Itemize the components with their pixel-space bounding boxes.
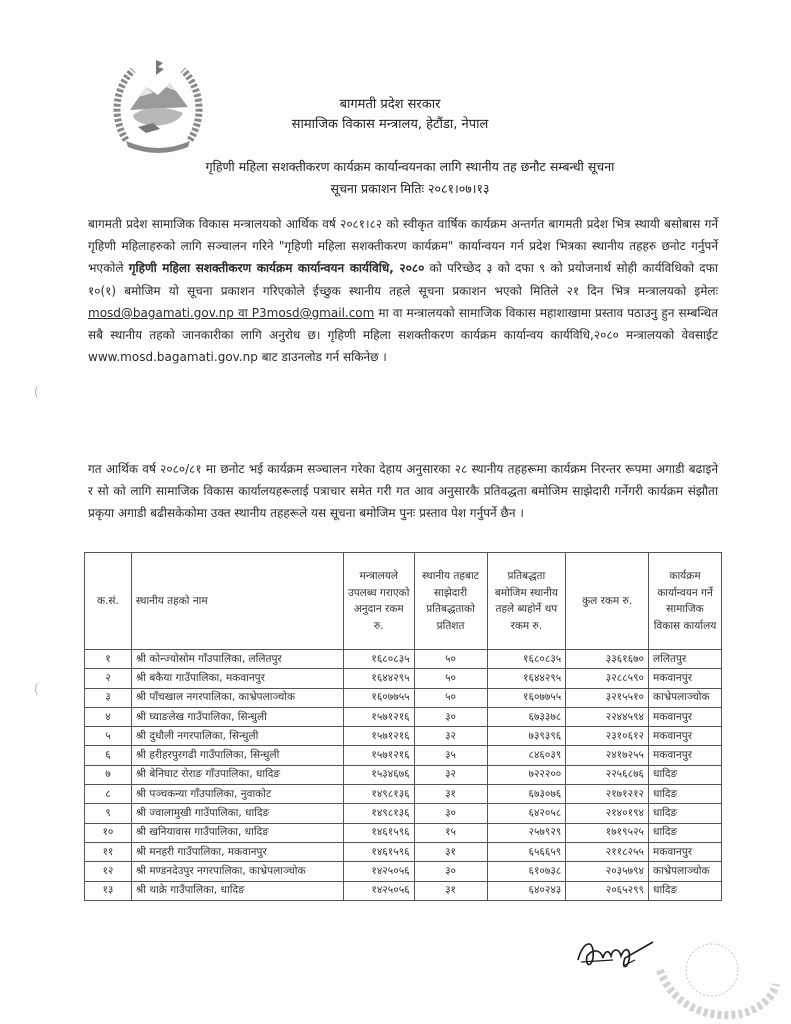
table-row bbox=[85, 746, 722, 765]
col-header-additional-amount: प्रतिबद्धता बमोजिम स्थानीय तहले ब्यहोर्ने थप रकम रु. bbox=[487, 553, 566, 650]
total-amount-cell: २४१७२५५ bbox=[566, 746, 649, 765]
table-row bbox=[85, 688, 722, 707]
serial-cell: ७ bbox=[85, 765, 132, 784]
grant-amount-cell: १५७१२१६ bbox=[343, 707, 414, 726]
paragraph-text: बाट डाउनलोड गर्न सकिनेछ । bbox=[257, 350, 387, 365]
additional-amount-cell: ७२२२०० bbox=[487, 765, 566, 784]
grant-amount-cell: १४९८१३६ bbox=[343, 785, 414, 804]
notice-paragraph-1 bbox=[88, 213, 718, 368]
paragraph-text: बागमती प्रदेश सामाजिक विकास मन्त्रालयको आर्थिक वर्ष २०८१।८२ को स्वीकृत वार्षिक कार्यक्रम अन्तर्गत बागमती प्रदेश भित्र स्थायी बसोबास गर्ने गृहिणी महिलाहरुको लागि सञ्चालन गरिने "गृहिणी महिला सशक्तीकरण कार्यक्रम" कार्यान्वयन गर्न प्रदेश भित्रका स्थानीय तहहरु छनोट गर्नुपर्ने भएकोले bbox=[88, 217, 718, 276]
share-percent-cell: १५ bbox=[414, 823, 487, 842]
serial-cell: १२ bbox=[85, 862, 132, 881]
total-amount-cell: २११८२५५ bbox=[566, 842, 649, 861]
website-link[interactable]: www.mosd.bagamati.gov.np bbox=[88, 350, 258, 365]
additional-amount-cell: १६०७७५५ bbox=[487, 688, 566, 707]
grant-amount-cell: १४६१५९६ bbox=[343, 823, 414, 842]
additional-amount-cell: ७३९३९६ bbox=[487, 727, 566, 746]
col-header-local-level-name: स्थानीय तहको नाम bbox=[131, 553, 343, 650]
local-level-name-cell: श्री थाक्रे गाउँपालिका, धादिङ bbox=[131, 881, 343, 900]
share-percent-cell: ३५ bbox=[414, 746, 487, 765]
table-row bbox=[85, 881, 722, 900]
share-percent-cell: ३१ bbox=[414, 842, 487, 861]
share-percent-cell: ५० bbox=[414, 688, 487, 707]
grant-amount-cell: १४२५०५६ bbox=[343, 881, 414, 900]
local-level-name-cell: श्री घ्याङलेख गाउँपालिका, सिन्धुली bbox=[131, 707, 343, 726]
additional-amount-cell: २५७९२९ bbox=[487, 823, 566, 842]
implementing-office-cell: काभ्रेपलाञ्चोक bbox=[649, 862, 722, 881]
local-level-name-cell: श्री बकैया गाउँपालिका, मकवानपुर bbox=[131, 669, 343, 688]
share-percent-cell: ३२ bbox=[414, 727, 487, 746]
share-percent-cell: ५० bbox=[414, 650, 487, 669]
serial-cell: ९ bbox=[85, 804, 132, 823]
additional-amount-cell: ६७३०७६ bbox=[487, 785, 566, 804]
email-separator: वा bbox=[233, 305, 252, 320]
paragraph-text: मा वा मन्त्रालयको सामाजिक विकास महाशाखामा प्रस्ताव पठाउनु हुन सम्बन्धित सबै स्थानीय तहको जानकारीका लागि अनुरोध छ। गृहिणी महिला सशक्तीकरण कार्यक्रम कार्यान्वय कार्यविधि,२०८० मन्त्रालयको वेवसाईट bbox=[88, 305, 718, 343]
additional-amount-cell: ६४०२४३ bbox=[487, 881, 566, 900]
local-level-name-cell: श्री पाँचखाल नगरपालिका, काभ्रेपलाञ्चोक bbox=[131, 688, 343, 707]
implementing-office-cell: मकवानपुर bbox=[649, 669, 722, 688]
total-amount-cell: २१७१२१२ bbox=[566, 785, 649, 804]
publish-date-label: सूचना प्रकाशन मितिः bbox=[330, 181, 425, 196]
implementing-office-cell: धादिङ bbox=[649, 785, 722, 804]
scan-punch-mark bbox=[35, 385, 46, 399]
paragraph-bold-text: गृहिणी महिला सशक्तीकरण कार्यक्रम कार्यान्वयन कार्यविधि, २०८० bbox=[128, 261, 425, 276]
local-level-name-cell: श्री मण्डनदेउपुर नगरपालिका, काभ्रेपलाञ्चोक bbox=[131, 862, 343, 881]
total-amount-cell: २२५६८७६ bbox=[566, 765, 649, 784]
table-row bbox=[85, 804, 722, 823]
serial-cell: ४ bbox=[85, 707, 132, 726]
col-header-share-percent: स्थानीय तहबाट साझेदारी प्रतिबद्धताको प्रतिशत bbox=[414, 553, 487, 650]
office-seal-stamp bbox=[650, 930, 780, 1024]
publish-date-line bbox=[90, 180, 730, 197]
serial-cell: ५ bbox=[85, 727, 132, 746]
serial-cell: ६ bbox=[85, 746, 132, 765]
notice-paragraph-2: गत आर्थिक वर्ष २०८०/८१ मा छनोट भई कार्यक्रम सञ्चालन गरेका देहाय अनुसारका २८ स्थानीय तहहरूमा कार्यक्रम निरन्तर रूपमा अगाडी बढाइने र सो को लागि सामाजिक विकास कार्यालयहरूलाई पत्राचार समेत गरी गत आव अनुसारकै प्रतिवद्धता बमोजिम साझेदारी गर्नेगरी कार्यक्रम संझौता प्रकृया अगाडी बढीसकेकोमा उक्त स्थानीय तहहरूले यस सूचना बमोजिम पुनः प्रस्ताव पेश गर्नुपर्ने छैन । bbox=[88, 462, 718, 521]
share-percent-cell: ३१ bbox=[414, 881, 487, 900]
share-percent-cell: ५० bbox=[414, 669, 487, 688]
implementing-office-cell: ललितपुर bbox=[649, 650, 722, 669]
implementing-office-cell: मकवानपुर bbox=[649, 707, 722, 726]
total-amount-cell: २३१०६१२ bbox=[566, 727, 649, 746]
serial-cell: २ bbox=[85, 669, 132, 688]
table-row bbox=[85, 669, 722, 688]
additional-amount-cell: ८४६०३९ bbox=[487, 746, 566, 765]
serial-cell: ८ bbox=[85, 785, 132, 804]
notice-title: गृहिणी महिला सशक्तीकरण कार्यक्रम कार्यान्वयनका लागि स्थानीय तह छनौट सम्बन्धी सूचना bbox=[205, 159, 615, 174]
col-header-implementing-office: कार्यक्रम कार्यान्वयन गर्ने सामाजिक विकास कार्यालय bbox=[649, 553, 722, 650]
table-row bbox=[85, 765, 722, 784]
local-level-name-cell: श्री हरीहरपुरगढी गाउँपालिका, सिन्धुली bbox=[131, 746, 343, 765]
share-percent-cell: ३० bbox=[414, 707, 487, 726]
email-link-primary[interactable]: mosd@bagamati.gov.np bbox=[88, 305, 234, 320]
implementing-office-cell: मकवानपुर bbox=[649, 842, 722, 861]
local-level-name-cell: श्री बेनिघाट रोराङ गाँउपालिका, धादिङ bbox=[131, 765, 343, 784]
serial-cell: ११ bbox=[85, 842, 132, 861]
publish-date-value: २०८१।०७।१३ bbox=[428, 181, 490, 196]
serial-cell: १३ bbox=[85, 881, 132, 900]
local-level-name-cell: श्री पञ्चकन्या गाँउपालिका, नुवाकोट bbox=[131, 785, 343, 804]
government-name: बागमती प्रदेश सरकार bbox=[339, 97, 441, 112]
total-amount-cell: ३२८८५९० bbox=[566, 669, 649, 688]
serial-cell: १० bbox=[85, 823, 132, 842]
implementing-office-cell: धादिङ bbox=[649, 804, 722, 823]
col-header-grant-amount: मन्त्रालयले उपलब्ध गराएको अनुदान रकम रु. bbox=[343, 553, 414, 650]
scan-punch-mark bbox=[35, 682, 46, 696]
implementing-office-cell: मकवानपुर bbox=[649, 727, 722, 746]
table-row bbox=[85, 727, 722, 746]
implementing-office-cell: धादिङ bbox=[649, 765, 722, 784]
share-percent-cell: ३१ bbox=[414, 785, 487, 804]
implementing-office-cell: मकवानपुर bbox=[649, 746, 722, 765]
total-amount-cell: २२४४५९४ bbox=[566, 707, 649, 726]
grant-amount-cell: १५३४६७६ bbox=[343, 765, 414, 784]
additional-amount-cell: ६१०७३८ bbox=[487, 862, 566, 881]
grant-amount-cell: १६८०८३५ bbox=[343, 650, 414, 669]
grant-amount-cell: १६४४२९५ bbox=[343, 669, 414, 688]
serial-cell: ३ bbox=[85, 688, 132, 707]
total-amount-cell: २१४०१९४ bbox=[566, 804, 649, 823]
grant-amount-cell: १४९८१३६ bbox=[343, 804, 414, 823]
local-level-name-cell: श्री मनहरी गाउँपालिका, मकवानपुर bbox=[131, 842, 343, 861]
share-percent-cell: ३० bbox=[414, 804, 487, 823]
additional-amount-cell: ६४२०५८ bbox=[487, 804, 566, 823]
table-row bbox=[85, 842, 722, 861]
col-header-total-amount: कुल रकम रु. bbox=[566, 553, 649, 650]
serial-cell: १ bbox=[85, 650, 132, 669]
grant-amount-cell: १४२५०५६ bbox=[343, 862, 414, 881]
table-row bbox=[85, 823, 722, 842]
paragraph-text: को परिच्छेद ३ को दफा ९ को प्रयोजनार्थ सोही कार्यविधिको दफा १०(१) बमोजिम यो सूचना प्रकाशन गरिएकोले ईच्छुक स्थानीय तहले सूचना प्रकाशन भएको मितिले २१ दिन भित्र मन्त्रालयको इमेलः bbox=[88, 261, 718, 298]
col-header-serial: क.सं. bbox=[85, 553, 132, 650]
grant-amount-cell: १४६१५९६ bbox=[343, 842, 414, 861]
additional-amount-cell: ६५६६५९ bbox=[487, 842, 566, 861]
implementing-office-cell: धादिङ bbox=[649, 881, 722, 900]
local-level-name-cell: श्री दुधौली नगरपालिका, सिन्धुली bbox=[131, 727, 343, 746]
grant-amount-cell: १५७१२१६ bbox=[343, 727, 414, 746]
implementing-office-cell: काभ्रेपलाञ्चोक bbox=[649, 688, 722, 707]
additional-amount-cell: १६४४२९५ bbox=[487, 669, 566, 688]
table-row bbox=[85, 707, 722, 726]
total-amount-cell: २०३५७९४ bbox=[566, 862, 649, 881]
table-row bbox=[85, 650, 722, 669]
grant-amount-cell: १६०७७५५ bbox=[343, 688, 414, 707]
share-percent-cell: ३२ bbox=[414, 765, 487, 784]
total-amount-cell: २०६५२९९ bbox=[566, 881, 649, 900]
total-amount-cell: ३३६१६७० bbox=[566, 650, 649, 669]
local-levels-table bbox=[84, 552, 722, 901]
local-level-name-cell: श्री खनियावास गाउँपालिका, धादिङ bbox=[131, 823, 343, 842]
table-header-row bbox=[85, 553, 722, 650]
email-link-secondary[interactable]: P3mosd@gmail.com bbox=[251, 305, 375, 320]
local-level-name-cell: श्री ज्वालामुखी गाउँपालिका, धादिङ bbox=[131, 804, 343, 823]
local-level-name-cell: श्री कोन्ज्योसोम गाँउपालिका, ललितपुर bbox=[131, 650, 343, 669]
share-percent-cell: ३० bbox=[414, 862, 487, 881]
additional-amount-cell: ६७३३७८ bbox=[487, 707, 566, 726]
total-amount-cell: १७१९५२५ bbox=[566, 823, 649, 842]
total-amount-cell: ३२१५५१० bbox=[566, 688, 649, 707]
grant-amount-cell: १५७१२१६ bbox=[343, 746, 414, 765]
ministry-name: सामाजिक विकास मन्त्रालय, हेटौंडा, नेपाल bbox=[291, 117, 489, 132]
table-row bbox=[85, 862, 722, 881]
table-row bbox=[85, 785, 722, 804]
implementing-office-cell: धादिङ bbox=[649, 823, 722, 842]
additional-amount-cell: १६८०८३५ bbox=[487, 650, 566, 669]
